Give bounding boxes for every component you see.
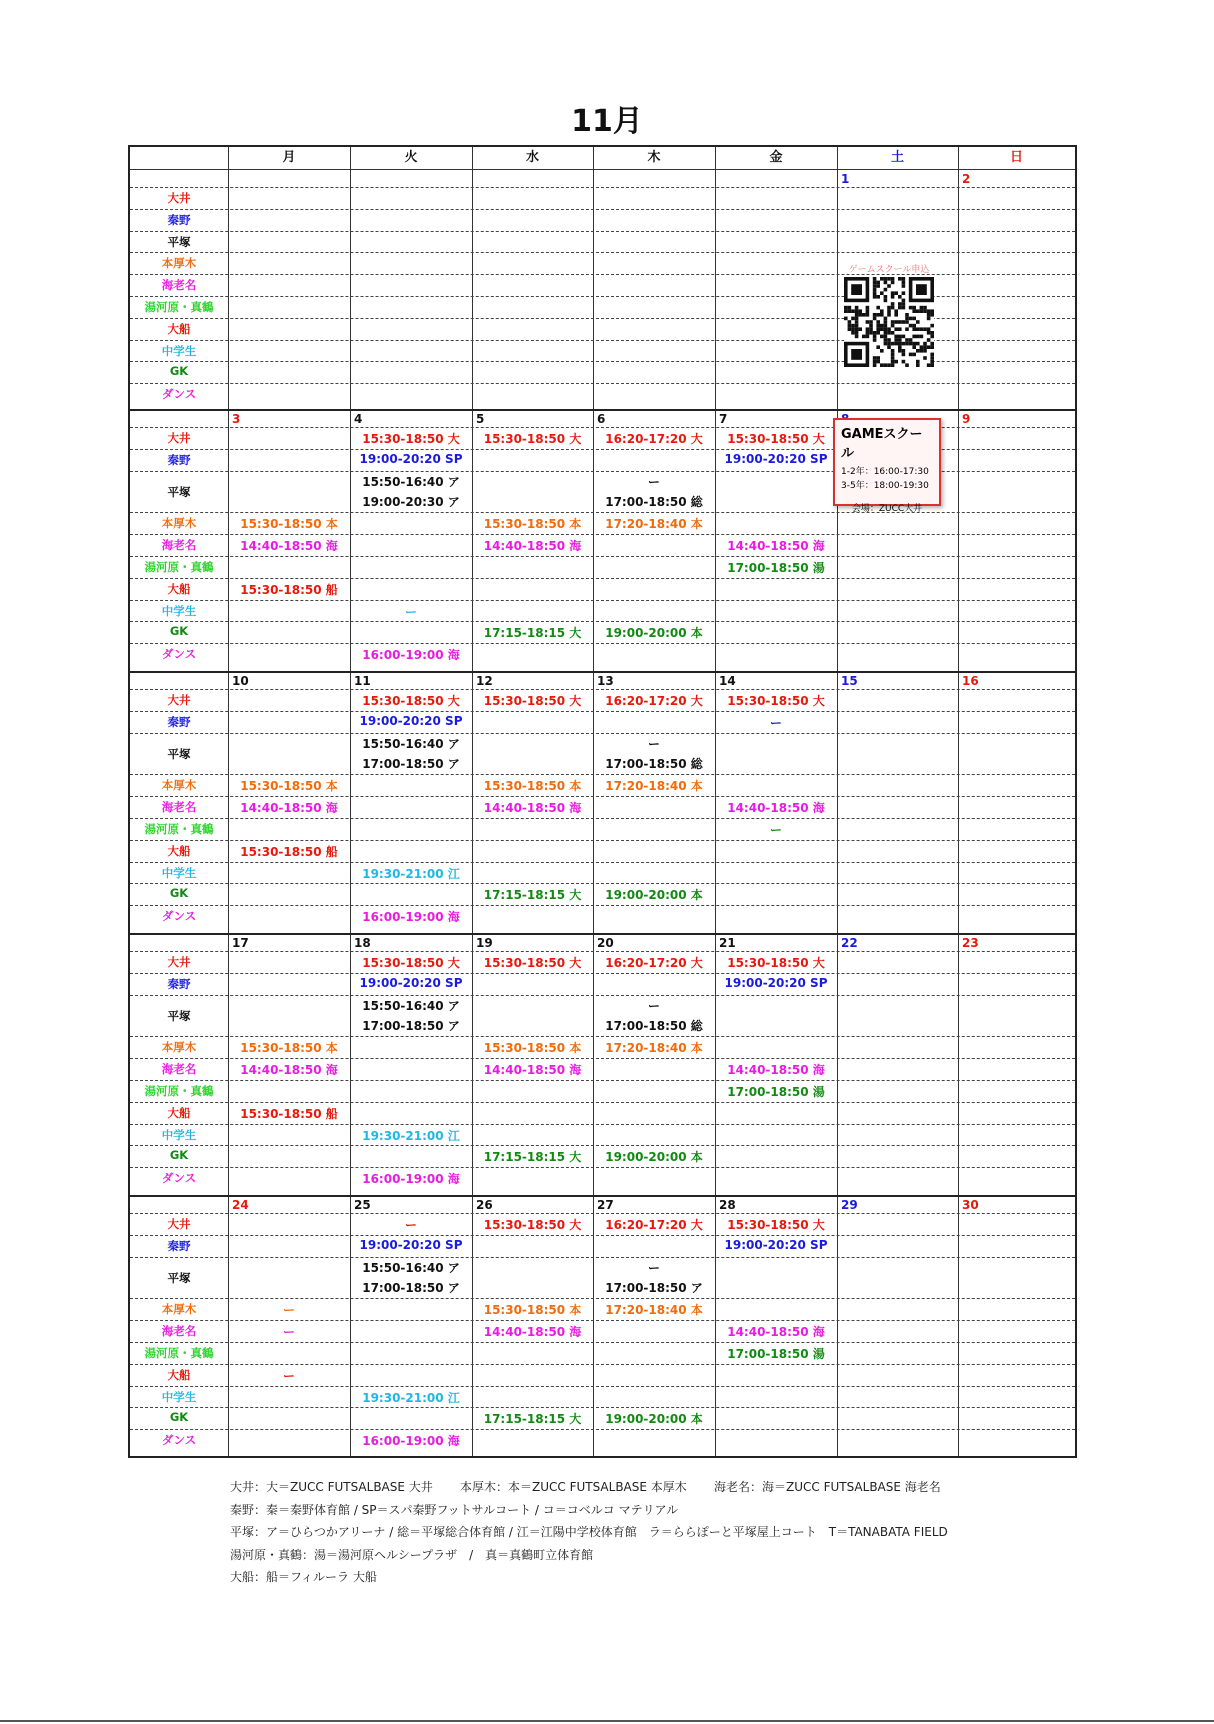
day-header: 月 (282, 150, 296, 165)
row-separator (130, 951, 1075, 952)
row-separator (130, 578, 1075, 579)
schedule-entry: ー (769, 822, 782, 837)
row-label: 中学生 (161, 603, 197, 618)
row-label: 大井 (167, 190, 191, 205)
date-number: 23 (962, 936, 979, 950)
schedule-entry: 17:00-18:50 湯 (727, 1346, 825, 1361)
row-separator (130, 973, 1075, 974)
legend-yugawara: 湯河原・真鶴：湯＝湯河原ヘルシープラザ / 真＝真鶴町立体育館 (230, 1547, 594, 1562)
row-separator (130, 1298, 1075, 1299)
date-number: 20 (597, 936, 614, 950)
row-separator (130, 643, 1075, 644)
day-header: 日 (1009, 150, 1023, 165)
row-separator (130, 1257, 1075, 1258)
week-separator (130, 933, 1075, 935)
date-number: 24 (232, 1198, 249, 1212)
day-header: 金 (769, 150, 783, 165)
row-separator (130, 600, 1075, 601)
qr-code-icon[interactable] (844, 277, 934, 367)
schedule-entry: 19:00-20:20 SP (724, 975, 828, 990)
schedule-entry: 17:00-18:50 湯 (727, 1084, 825, 1099)
row-separator (130, 1167, 1075, 1168)
row-separator (130, 252, 1075, 253)
day-header: 火 (404, 150, 418, 165)
row-separator (130, 689, 1075, 690)
row-separator (130, 883, 1075, 884)
schedule-entry: 15:30-18:50 大 (483, 955, 582, 970)
date-number: 22 (841, 936, 858, 950)
schedule-entry: 16:00-19:00 海 (362, 648, 460, 663)
schedule-entry: 14:40-18:50 海 (240, 539, 338, 554)
schedule-entry: 14:40-18:50 海 (483, 1325, 582, 1340)
schedule-entry: 19:30-21:00 江 (362, 1390, 460, 1405)
row-separator (130, 1124, 1075, 1125)
schedule-entry: 15:30-18:50 大 (483, 693, 582, 708)
row-separator (130, 1407, 1075, 1408)
row-label: ダンス (161, 387, 197, 402)
row-label: 海老名 (161, 1324, 197, 1339)
row-label: 湯河原・真鶴 (144, 1083, 214, 1098)
row-label: 平塚 (167, 234, 191, 249)
schedule-entry: 15:30-18:50 本 (483, 779, 582, 794)
row-separator (130, 231, 1075, 232)
row-separator (130, 733, 1075, 734)
schedule-entry: 17:20-18:40 本 (605, 779, 703, 794)
schedule-entry: ー (769, 715, 782, 730)
schedule-entry: ー (404, 1217, 417, 1232)
row-label: 秦野 (167, 976, 191, 991)
row-label: 中学生 (161, 343, 197, 358)
schedule-entry: 15:30-18:50 本 (240, 779, 338, 794)
schedule-entry: 19:00-20:20 SP (359, 451, 463, 466)
row-label: 海老名 (161, 1062, 197, 1077)
schedule-entry: 14:40-18:50 海 (727, 539, 825, 554)
schedule-entry: ー (647, 1260, 660, 1275)
row-label: 大船 (167, 321, 191, 336)
schedule-entry: 19:00-20:30 ア (362, 494, 460, 509)
schedule-entry: 16:20-17:20 大 (605, 1217, 703, 1232)
schedule-entry: ー (282, 1368, 295, 1383)
date-number: 21 (719, 936, 736, 950)
schedule-entry: 14:40-18:50 海 (483, 539, 582, 554)
schedule-entry: 14:40-18:50 海 (240, 1063, 338, 1078)
header-separator (130, 169, 1075, 170)
row-label: 大井 (167, 954, 191, 969)
schedule-entry: 14:40-18:50 海 (483, 801, 582, 816)
row-separator (130, 1213, 1075, 1214)
schedule-entry: 17:00-18:50 総 (605, 756, 703, 771)
schedule-entry: 19:00-20:00 本 (605, 1412, 703, 1427)
schedule-entry: 19:00-20:00 本 (605, 626, 703, 641)
game-school-line1: 1-2年：16:00-17:30 (841, 467, 929, 477)
date-number: 16 (962, 674, 979, 688)
schedule-entry: 16:20-17:20 大 (605, 693, 703, 708)
game-school-line2: 3-5年：18:00-19:30 (841, 481, 929, 491)
schedule-entry: 14:40-18:50 海 (240, 801, 338, 816)
row-label: 本厚木 (161, 256, 197, 271)
row-label: 海老名 (161, 800, 197, 815)
row-label: 秦野 (167, 452, 191, 467)
schedule-entry: 16:20-17:20 大 (605, 955, 703, 970)
row-label: 中学生 (161, 1389, 197, 1404)
schedule-entry: 15:30-18:50 本 (483, 1041, 582, 1056)
row-separator (130, 1102, 1075, 1103)
date-number: 1 (841, 172, 850, 186)
date-number: 9 (962, 412, 971, 426)
schedule-entry: 19:00-20:20 SP (359, 1237, 463, 1252)
row-separator (130, 1429, 1075, 1430)
date-number: 4 (354, 412, 363, 426)
date-number: 14 (719, 674, 736, 688)
schedule-entry: 17:15-18:15 大 (483, 1150, 582, 1165)
schedule-entry: ー (282, 1303, 295, 1318)
row-label: 湯河原・真鶴 (144, 1345, 214, 1360)
row-label: GK (169, 1410, 189, 1425)
day-header: 土 (890, 150, 904, 165)
schedule-entry: ー (647, 998, 660, 1013)
schedule-entry: 15:30-18:50 大 (727, 955, 825, 970)
row-separator (130, 383, 1075, 384)
row-label: 湯河原・真鶴 (144, 559, 214, 574)
schedule-entry: 14:40-18:50 海 (483, 1063, 582, 1078)
row-separator (130, 1364, 1075, 1365)
day-header: 木 (647, 150, 661, 165)
schedule-entry: 15:30-18:50 大 (362, 693, 460, 708)
row-label: ダンス (161, 1171, 197, 1186)
row-separator (130, 1058, 1075, 1059)
row-separator (130, 711, 1075, 712)
row-separator (130, 621, 1075, 622)
schedule-entry: 14:40-18:50 海 (727, 1063, 825, 1078)
schedule-entry: 15:50-16:40 ア (362, 474, 460, 489)
row-label: GK (169, 624, 189, 639)
date-number: 13 (597, 674, 614, 688)
row-label: ダンス (161, 647, 197, 662)
legend (230, 1476, 948, 1589)
date-number: 5 (476, 412, 485, 426)
row-separator (130, 840, 1075, 841)
schedule-entry: 16:00-19:00 海 (362, 910, 460, 925)
schedule-entry: 15:30-18:50 本 (240, 1041, 338, 1056)
row-label: 大井 (167, 1216, 191, 1231)
schedule-entry: 15:30-18:50 大 (727, 1217, 825, 1232)
row-label: 中学生 (161, 865, 197, 880)
game-school-promo (833, 262, 945, 367)
game-school-title: GAMEスクール (841, 427, 923, 461)
schedule-entry: 15:30-18:50 大 (727, 693, 825, 708)
grid-vline (958, 147, 959, 1456)
legend-hiratsuka: 平塚：ア＝ひらつかアリーナ / 総＝平塚総合体育館 / 江＝江陽中学校体育館 ラ＝ららぽーと平塚屋上コート T＝TANABATA FIELD (230, 1525, 948, 1539)
schedule-entry: 16:20-17:20 大 (605, 431, 703, 446)
schedule-entry: 15:30-18:50 本 (483, 1303, 582, 1318)
date-number: 11 (354, 674, 371, 688)
row-label: 秦野 (167, 714, 191, 729)
row-separator (130, 905, 1075, 906)
schedule-entry: 15:30-18:50 大 (362, 955, 460, 970)
date-number: 12 (476, 674, 493, 688)
row-label: 本厚木 (161, 1040, 197, 1055)
row-label: 秦野 (167, 212, 191, 227)
week-separator (130, 671, 1075, 673)
date-number: 2 (962, 172, 971, 186)
row-separator (130, 512, 1075, 513)
date-number: 26 (476, 1198, 493, 1212)
date-number: 28 (719, 1198, 736, 1212)
row-separator (130, 1342, 1075, 1343)
date-number: 29 (841, 1198, 858, 1212)
row-label: 湯河原・真鶴 (144, 299, 214, 314)
legend-ebina: 海老名：海＝ZUCC FUTSALBASE 海老名 (714, 1480, 941, 1494)
schedule-entry: ー (647, 736, 660, 751)
schedule-entry: 19:00-20:20 SP (724, 1237, 828, 1252)
week-separator (130, 1195, 1075, 1197)
row-label: 大船 (167, 843, 191, 858)
bottom-divider (0, 1720, 1214, 1722)
row-label: 海老名 (161, 538, 197, 553)
schedule-entry: 15:50-16:40 ア (362, 998, 460, 1013)
schedule-entry: 15:50-16:40 ア (362, 1260, 460, 1275)
schedule-entry: 17:20-18:40 本 (605, 1303, 703, 1318)
row-label: 平塚 (167, 1270, 191, 1285)
row-label: ダンス (161, 1433, 197, 1448)
row-label: GK (169, 364, 189, 379)
row-label: 本厚木 (161, 516, 197, 531)
schedule-entry: 19:30-21:00 江 (362, 1128, 460, 1143)
game-school-box (833, 418, 941, 514)
row-separator (130, 1036, 1075, 1037)
row-label: 平塚 (167, 746, 191, 761)
schedule-entry: ー (404, 604, 417, 619)
schedule-entry: 17:00-18:50 ア (362, 756, 460, 771)
row-label: 大船 (167, 1367, 191, 1382)
schedule-entry: 15:30-18:50 大 (362, 431, 460, 446)
row-label: 平塚 (167, 1008, 191, 1023)
row-separator (130, 995, 1075, 996)
date-number: 27 (597, 1198, 614, 1212)
schedule-entry: 15:30-18:50 船 (240, 844, 338, 859)
row-separator (130, 862, 1075, 863)
row-label: 大船 (167, 1105, 191, 1120)
row-separator (130, 1386, 1075, 1387)
schedule-entry: 19:00-20:00 本 (605, 1150, 703, 1165)
row-label: 本厚木 (161, 778, 197, 793)
row-separator (130, 209, 1075, 210)
row-separator (130, 774, 1075, 775)
schedule-entry: 17:15-18:15 大 (483, 888, 582, 903)
row-label: GK (169, 886, 189, 901)
date-number: 10 (232, 674, 249, 688)
page-title: 11月 (571, 104, 643, 139)
schedule-entry: 17:00-18:50 ア (362, 1018, 460, 1033)
schedule-entry: 16:00-19:00 海 (362, 1434, 460, 1449)
day-header: 水 (525, 150, 539, 165)
schedule-entry: 16:00-19:00 海 (362, 1172, 460, 1187)
row-label: 平塚 (167, 484, 191, 499)
schedule-entry: 15:30-18:50 船 (240, 582, 338, 597)
schedule-entry: 17:15-18:15 大 (483, 626, 582, 641)
date-number: 3 (232, 412, 241, 426)
date-number: 15 (841, 674, 858, 688)
row-separator (130, 818, 1075, 819)
schedule-entry: 14:40-18:50 海 (727, 1325, 825, 1340)
schedule-entry: 15:30-18:50 大 (727, 431, 825, 446)
row-separator (130, 187, 1075, 188)
row-label: 海老名 (161, 278, 197, 293)
row-label: 大井 (167, 430, 191, 445)
schedule-entry: 17:00-18:50 総 (605, 1018, 703, 1033)
date-number: 19 (476, 936, 493, 950)
schedule-entry: 19:00-20:20 SP (359, 713, 463, 728)
qr-label: ゲームスクール申込 (848, 265, 930, 275)
row-separator (130, 1235, 1075, 1236)
schedule-entry: 19:00-20:20 SP (724, 451, 828, 466)
schedule-entry: 19:00-20:20 SP (359, 975, 463, 990)
row-label: 大船 (167, 581, 191, 596)
row-label: GK (169, 1148, 189, 1163)
schedule-entry: ー (282, 1325, 295, 1340)
date-number: 7 (719, 412, 728, 426)
schedule-entry: 17:00-18:50 総 (605, 494, 703, 509)
schedule-entry: 14:40-18:50 海 (727, 801, 825, 816)
schedule-entry: 17:00-18:50 湯 (727, 560, 825, 575)
schedule-entry: 15:30-18:50 本 (483, 517, 582, 532)
game-school-venue: 会場：ZUCC大井 (851, 504, 923, 514)
row-label: 大井 (167, 692, 191, 707)
legend-hadano: 秦野：秦＝秦野体育館 / SP＝スパ秦野フットサルコート / コ＝コベルコ マテリアル (230, 1502, 679, 1517)
row-separator (130, 796, 1075, 797)
row-separator (130, 534, 1075, 535)
row-label: 秦野 (167, 1238, 191, 1253)
date-number: 17 (232, 936, 249, 950)
schedule-entry: 19:00-20:00 本 (605, 888, 703, 903)
schedule-entry: 17:20-18:40 本 (605, 1041, 703, 1056)
schedule-entry: 19:30-21:00 江 (362, 866, 460, 881)
schedule-entry: 17:00-18:50 ア (362, 1280, 460, 1295)
schedule-entry: 15:30-18:50 大 (483, 1217, 582, 1232)
schedule-entry: ー (647, 474, 660, 489)
schedule-entry: 15:30-18:50 本 (240, 517, 338, 532)
row-separator (130, 556, 1075, 557)
row-label: 中学生 (161, 1127, 197, 1142)
week-separator (130, 409, 1075, 411)
row-label: ダンス (161, 909, 197, 924)
date-number: 6 (597, 412, 606, 426)
row-label: 湯河原・真鶴 (144, 821, 214, 836)
date-number: 25 (354, 1198, 371, 1212)
legend-oi: 大井：大＝ZUCC FUTSALBASE 大井 (230, 1480, 433, 1494)
date-number: 18 (354, 936, 371, 950)
date-number: 30 (962, 1198, 979, 1212)
schedule-entry: 17:15-18:15 大 (483, 1412, 582, 1427)
schedule-entry: 15:50-16:40 ア (362, 736, 460, 751)
row-separator (130, 1320, 1075, 1321)
schedule-entry: 17:20-18:40 本 (605, 517, 703, 532)
row-separator (130, 1145, 1075, 1146)
schedule-entry: 15:30-18:50 大 (483, 431, 582, 446)
row-label: 本厚木 (161, 1302, 197, 1317)
legend-ofuna: 大船：船＝フィルーラ 大船 (230, 1570, 377, 1584)
row-separator (130, 1080, 1075, 1081)
schedule-entry: 15:30-18:50 船 (240, 1106, 338, 1121)
legend-honatsugi: 本厚木：本＝ZUCC FUTSALBASE 本厚木 (460, 1480, 687, 1494)
schedule-entry: 17:00-18:50 ア (605, 1280, 703, 1295)
